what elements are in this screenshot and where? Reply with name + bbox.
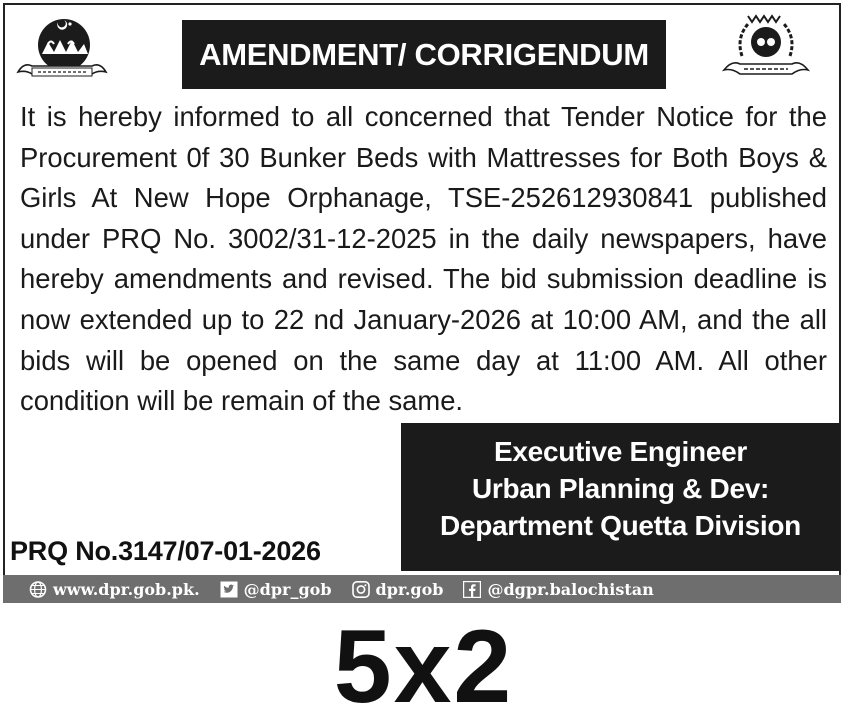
signature-block [401,423,840,571]
footer-facebook[interactable] [463,580,653,599]
footer-twitter[interactable] [220,580,332,599]
notice-body: It is hereby informed to all concerned that Tender Notice for the Procurement 0f 30 Bunker Beds with Mattresses for Both Boys & Girls At New Hope Orphanage, TSE-252612930841 published under PRQ No. 3002/31-12-2025 in the daily newspapers, have hereby amendments and revised. The bid submission deadline is now extended up to 22 nd January-2026 at 10:00 AM, and the all bids will be opened on the same day at 11:00 AM. All other condition will be remain of the same. [20,101,827,417]
signature-office: Urban Planning & Dev: [471,473,770,504]
signature-department: Department Quetta Division [440,510,801,541]
signature-title: Executive Engineer [494,436,747,467]
twitter-icon [220,581,238,598]
footer-bar [3,575,841,603]
notice-title: AMENDMENT/ CORRIGENDUM [199,36,649,72]
dgpr-logo [718,10,814,86]
instagram-icon [352,581,370,598]
facebook-icon [463,581,481,598]
ad-size-code: 5x2 [333,609,514,725]
twitter-handle[interactable]: @dpr_gob [243,579,332,599]
footer-instagram[interactable] [352,580,444,599]
website-link[interactable]: www.dpr.gob.pk. [53,579,200,599]
notice-title-banner [182,20,666,89]
facebook-handle[interactable]: @dgpr.balochistan [487,579,654,599]
footer-website[interactable] [29,580,200,599]
prq-number: PRQ No.3147/07-01-2026 [10,536,321,566]
balochistan-government-logo [14,10,110,86]
instagram-handle[interactable]: dpr.gob [375,579,444,599]
globe-icon [29,581,47,598]
